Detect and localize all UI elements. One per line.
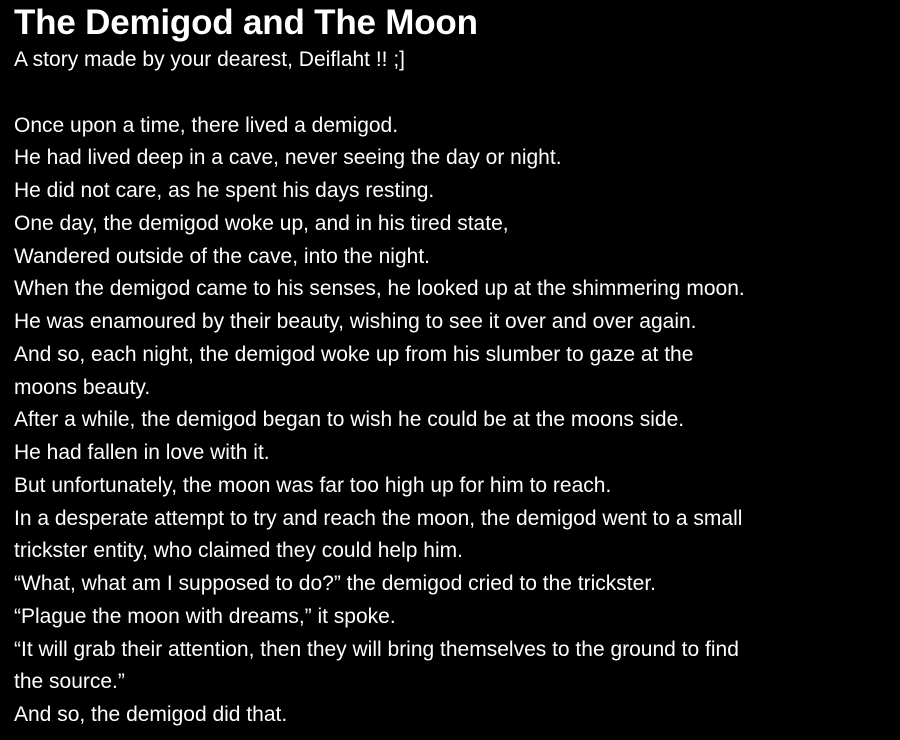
story-line: He was enamoured by their beauty, wishing to see it over and over again. [14, 310, 697, 333]
story-line: “Plague the moon with dreams,” it spoke. [14, 604, 396, 628]
story-line: And so, the demigod did that. [14, 703, 288, 726]
story-line: He had lived deep in a cave, never seeing the day or night. [14, 146, 562, 170]
story-line: He had fallen in love with it. [14, 441, 270, 464]
blank-line [14, 77, 886, 110]
story-line: And so, each night, the demigod woke up from his slumber to gaze at the [14, 342, 694, 366]
story-line: When the demigod came to his senses, he looked up at the shimmering moon. [14, 277, 745, 301]
story-line: trickster entity, who claimed they could help him. [14, 539, 463, 563]
story-line: Wandered outside of the cave, into the night. [14, 244, 430, 268]
story-line: Once upon a time, there lived a demigod. [14, 113, 399, 137]
story-line: In a desperate attempt to try and reach the moon, the demigod went to a small [14, 506, 743, 530]
note-title: The Demigod and The Moon [14, 3, 478, 42]
story-line: But unfortunately, the moon was far too high up for him to reach. [14, 473, 612, 497]
story-line: He did not care, as he spent his days resting. [14, 179, 435, 202]
story-line: moons beauty. [14, 375, 151, 399]
story-line: the source.” [14, 670, 125, 694]
story-line: “It will grab their attention, then they will bring themselves to the ground to find [14, 637, 739, 661]
story-line: One day, the demigod woke up, and in his tired state, [14, 211, 509, 235]
note-body[interactable] [14, 44, 886, 732]
story-line: After a while, the demigod began to wish he could be at the moons side. [14, 408, 685, 432]
story-line: “What, what am I supposed to do?” the demigod cried to the trickster. [14, 572, 656, 595]
note-subtitle-line: A story made by your dearest, Deiflaht !! ;] [14, 48, 406, 71]
